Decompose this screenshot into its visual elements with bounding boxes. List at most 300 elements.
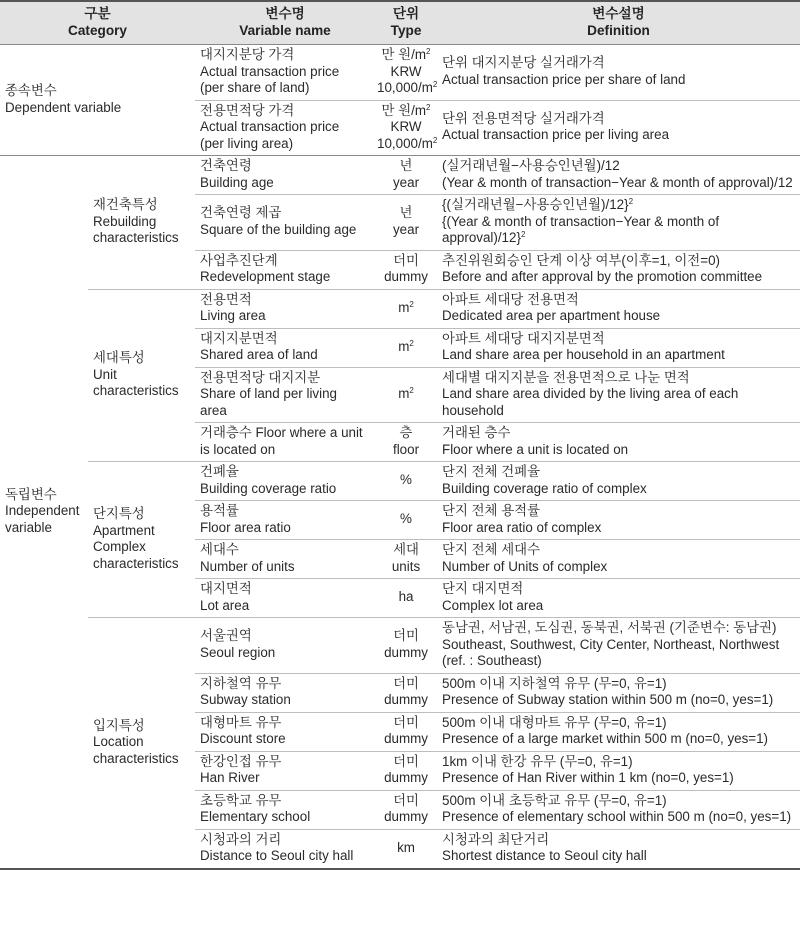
subcategory-text: Unit [93, 366, 117, 382]
definition-text: {(Year & month of transaction−Year & month of [442, 213, 720, 229]
variable-line [200, 832, 371, 849]
definition-text: Southeast, Southwest, City Center, Northeast, Northwest [442, 636, 780, 652]
definition [437, 540, 800, 579]
table-row [0, 462, 800, 501]
category-text: 종속변수 [5, 83, 57, 98]
unit-line [377, 64, 435, 81]
definition-line [442, 386, 796, 403]
variable-name [195, 45, 375, 101]
variable-text: Building coverage ratio [200, 480, 337, 496]
definition-line [442, 214, 796, 231]
definition-text: Presence of Subway station within 500 m (no=0, yes=1) [442, 692, 774, 707]
unit-text: 더미 [393, 628, 419, 644]
definition-text: (ref. : Southeast) [442, 653, 542, 668]
unit-cell [375, 712, 437, 751]
variable-text: 한강인접 유무 [200, 753, 282, 769]
variable-name [195, 195, 375, 251]
variable-text: Discount store [200, 731, 286, 746]
unit-cell [375, 45, 437, 101]
variable-text: Number of units [200, 558, 295, 574]
definition-text: approval)/12} [442, 230, 521, 245]
variable-name [195, 289, 375, 328]
superscript-2: 2 [426, 47, 431, 56]
variable-line [200, 253, 371, 270]
definition-line [442, 403, 796, 420]
unit-line [377, 692, 435, 709]
category-dependent [0, 45, 195, 156]
variable-line [200, 542, 371, 559]
variable-line [200, 848, 371, 865]
definition-text: Building coverage ratio of complex [442, 480, 647, 496]
category-independent [0, 156, 88, 869]
unit-text: dummy [384, 644, 428, 660]
variable-text: 전용면적당 대지지분 [200, 369, 321, 385]
definition-text: 1km 이내 한강 유무 (무=0, 유=1) [442, 753, 633, 769]
unit-text: 더미 [393, 714, 419, 730]
subcategory-line [93, 539, 191, 556]
variable-text: (per share of land) [200, 80, 310, 95]
variable-line [200, 119, 371, 136]
superscript-2: 2 [409, 299, 414, 309]
unit-line [377, 425, 435, 442]
unit-line [377, 628, 435, 645]
variable-line [200, 581, 371, 598]
definition-text: Dedicated area per apartment house [442, 308, 661, 323]
definition-line [442, 754, 796, 771]
definition-text: 500m 이내 지하철역 유무 (무=0, 유=1) [442, 675, 667, 691]
unit-line [377, 339, 435, 356]
definition [437, 462, 800, 501]
unit-text: km [397, 839, 415, 855]
unit-line [377, 442, 435, 459]
unit-text: m [398, 338, 410, 354]
unit-text: % [400, 472, 412, 488]
definition-text: 아파트 세대당 전용면적 [442, 291, 579, 307]
header-definition-en: Definition [587, 22, 650, 38]
definition-text: Land share area per household in an apartment [442, 347, 725, 362]
unit-text: dummy [384, 692, 428, 707]
unit-line [377, 793, 435, 810]
variable-text: Actual transaction price [200, 63, 340, 79]
definition-line [442, 72, 796, 89]
variable-text: 건폐율 [200, 464, 239, 479]
variable-text: Elementary school [200, 809, 311, 824]
variable-line [200, 715, 371, 732]
subcategory-text: 단지특성 [93, 506, 145, 521]
variable-name [195, 829, 375, 869]
variable-name [195, 540, 375, 579]
unit-line [377, 386, 435, 403]
definition-text: 시청과의 최단거리 [442, 831, 550, 847]
variable-text: 전용면적 [200, 291, 252, 307]
variable-line [200, 136, 371, 153]
unit-text: 년 [399, 205, 413, 221]
definition-line [442, 559, 796, 576]
variable-line [200, 331, 371, 348]
variable-name [195, 100, 375, 156]
variable-text: 사업추진단계 [200, 252, 278, 268]
variable-text: (per living area) [200, 135, 294, 151]
subcategory-line [93, 556, 191, 573]
unit-cell [375, 100, 437, 156]
unit-cell [375, 618, 437, 674]
variable-text: 세대수 [200, 542, 239, 557]
superscript-2: 2 [432, 135, 438, 145]
unit-text: dummy [384, 770, 428, 785]
definition-text: Number of Units of complex [442, 558, 608, 574]
definition-line [442, 653, 796, 670]
unit-text: % [400, 511, 412, 527]
variable-text: Redevelopment stage [200, 269, 331, 284]
subcategory-line [93, 367, 191, 384]
definition-line [442, 253, 796, 270]
unit-text: year [392, 221, 420, 237]
definition [437, 618, 800, 674]
unit-text: KRW [390, 63, 422, 79]
unit-text: year [392, 174, 420, 190]
unit-text: m [398, 386, 410, 401]
variable-line [200, 520, 371, 537]
unit-cell [375, 423, 437, 462]
variable-line [200, 103, 371, 120]
definition-line [442, 127, 796, 144]
definition [437, 579, 800, 618]
unit-line [377, 119, 435, 136]
subcategory-text: Complex [93, 539, 146, 554]
variable-text: Actual transaction price [200, 119, 340, 134]
unit-text: 더미 [393, 252, 419, 268]
subcategory-line [93, 350, 191, 367]
variable-line [200, 269, 371, 286]
definition-text: 아파트 세대당 대지지분면적 [442, 330, 605, 346]
variable-line [200, 386, 371, 403]
table-body [0, 45, 800, 869]
unit-cell [375, 250, 437, 289]
header-variable-en: Variable name [239, 22, 331, 38]
variable-line [200, 425, 371, 442]
unit-text: dummy [384, 731, 428, 746]
unit-text: 10,000/m [377, 135, 433, 151]
variable-text: area [200, 402, 227, 418]
category-text: Independent [5, 503, 80, 518]
unit-cell [375, 195, 437, 251]
definition-text: 단지 전체 용적률 [442, 503, 541, 518]
definition-text: Complex lot area [442, 597, 544, 613]
header-category [0, 1, 195, 45]
category-text: Dependent variable [5, 99, 122, 115]
definition [437, 829, 800, 869]
definition [437, 195, 800, 251]
category-line [5, 487, 84, 504]
unit-line [377, 80, 438, 97]
definition-line [442, 481, 796, 498]
definition-line [442, 731, 796, 748]
definition [437, 250, 800, 289]
variable-name [195, 156, 375, 195]
unit-line [377, 511, 435, 528]
header-variable-ko: 변수명 [265, 6, 305, 21]
subcategory-line [93, 383, 191, 400]
definition-text: Actual transaction price per share of land [442, 71, 686, 87]
unit-text: 세대 [393, 542, 419, 557]
unit-line [377, 559, 435, 576]
definition-text: 단지 대지면적 [442, 581, 524, 596]
variable-text: 용적률 [200, 503, 239, 518]
unit-line [377, 645, 435, 662]
unit-line [377, 135, 438, 153]
variable-line [200, 158, 371, 175]
definition-text: Shortest distance to Seoul city hall [442, 848, 647, 863]
unit-line [377, 47, 435, 64]
variable-name [195, 250, 375, 289]
variable-text: Building age [200, 174, 274, 190]
variable-text: 건축연령 [200, 158, 252, 173]
variable-name [195, 751, 375, 790]
header-category-ko: 구분 [84, 6, 111, 21]
definition [437, 100, 800, 156]
variable-line [200, 676, 371, 693]
definition-text: (실거래년월−사용승인년월)/12 [442, 158, 620, 173]
definition-line [442, 331, 796, 348]
variable-name [195, 367, 375, 423]
unit-text: m [398, 299, 410, 315]
unit-line [377, 589, 435, 606]
variable-name [195, 462, 375, 501]
subcategory-line [93, 734, 191, 751]
variable-line [200, 754, 371, 771]
definition-line [442, 676, 796, 693]
unit-line [377, 300, 435, 317]
subcategory-text: Apartment [93, 522, 155, 538]
variable-text: 초등학교 유무 [200, 792, 282, 808]
unit-text: 10,000/m [377, 80, 433, 95]
unit-text: units [391, 558, 421, 574]
variable-text: 서울권역 [200, 628, 252, 644]
subcategory-text: 세대특성 [93, 350, 145, 365]
superscript-2: 2 [432, 80, 438, 89]
definition-line [442, 292, 796, 309]
variable-text: 거래층수 Floor where a unit [200, 425, 363, 440]
definition [437, 501, 800, 540]
variable-line [200, 175, 371, 192]
unit-cell [375, 462, 437, 501]
unit-line [377, 175, 435, 192]
variable-name [195, 618, 375, 674]
definition-line [442, 370, 796, 387]
variable-text: Square of the building age [200, 221, 357, 237]
definition-line [442, 111, 796, 128]
unit-cell [375, 540, 437, 579]
unit-line [377, 222, 435, 239]
definition [437, 289, 800, 328]
definition-line [442, 793, 796, 810]
unit-line [377, 731, 435, 748]
unit-cell [375, 328, 437, 367]
variable-text: Seoul region [200, 644, 276, 660]
variable-line [200, 503, 371, 520]
definition-line [442, 581, 796, 598]
variable-line [200, 464, 371, 481]
header-unit-ko: 단위 [392, 6, 420, 21]
variable-text: 대지면적 [200, 581, 252, 596]
table-row [0, 156, 800, 195]
unit-text: 년 [399, 158, 413, 173]
unit-line [377, 754, 435, 771]
table-row [0, 289, 800, 328]
variable-line [200, 731, 371, 748]
definition [437, 712, 800, 751]
subcategory-text: Location [93, 734, 144, 749]
variable-line [200, 481, 371, 498]
table-header [0, 1, 800, 45]
variable-line [200, 692, 371, 709]
subcategory-line [93, 751, 191, 768]
definition-line [442, 269, 796, 286]
definition-text: 단지 전체 세대수 [442, 542, 541, 557]
category-line [5, 503, 84, 520]
variable-line [200, 47, 371, 64]
definition [437, 45, 800, 101]
definition-text: 단위 전용면적당 실거래가격 [442, 110, 605, 126]
superscript-2: 2 [628, 197, 634, 206]
subcategory-text: 재건축특성 [93, 197, 158, 212]
variable-name [195, 712, 375, 751]
unit-cell [375, 501, 437, 540]
definition-text: 단위 대지지분당 실거래가격 [442, 55, 605, 71]
unit-line [377, 676, 435, 693]
variable-text: 시청과의 거리 [200, 831, 282, 847]
definition-text: 거래된 층수 [442, 425, 511, 440]
definition-text: 추진위원회승인 단계 이상 여부(이후=1, 이전=0) [442, 252, 720, 268]
variable-text: 대지지분당 가격 [200, 47, 295, 62]
unit-text: KRW [390, 119, 422, 134]
definition-text: Land share area divided by the living area of each [442, 386, 739, 401]
unit-line [377, 253, 435, 270]
variable-line [200, 559, 371, 576]
unit-text: dummy [384, 809, 428, 824]
header-definition-ko: 변수설명 [592, 6, 645, 21]
unit-line [377, 809, 435, 826]
variable-name [195, 423, 375, 462]
definition-text: Presence of a large market within 500 m (no=0, yes=1) [442, 731, 769, 746]
variable-text: 전용면적당 가격 [200, 102, 295, 118]
definition-line [442, 503, 796, 520]
unit-text: 더미 [393, 675, 419, 691]
category-line [5, 100, 191, 117]
unit-text: 만 원/m [381, 102, 427, 118]
definition [437, 156, 800, 195]
unit-line [377, 770, 435, 787]
definition-text: household [442, 402, 504, 418]
subcategory [88, 618, 195, 869]
superscript-2: 2 [409, 338, 414, 348]
variable-line [200, 645, 371, 662]
definition-line [442, 637, 796, 654]
unit-cell [375, 367, 437, 423]
variable-line [200, 292, 371, 309]
definition-text: Presence of elementary school within 500 m (no=0, yes=1) [442, 809, 792, 824]
subcategory-line [93, 230, 191, 247]
unit-cell [375, 751, 437, 790]
variable-text: Lot area [200, 597, 250, 613]
definition-text: {(실거래년월−사용승인년월)/12} [442, 197, 629, 212]
variable-text: Floor area ratio [200, 519, 291, 535]
variable-line [200, 222, 371, 239]
definition-line [442, 230, 796, 247]
variable-line [200, 347, 371, 364]
variable-line [200, 64, 371, 81]
unit-cell [375, 579, 437, 618]
subcategory [88, 462, 195, 618]
unit-text: 층 [399, 425, 413, 440]
definition-text: Before and after approval by the promotion committee [442, 269, 763, 284]
variable-name [195, 673, 375, 712]
variable-line [200, 370, 371, 387]
variable-text: 지하철역 유무 [200, 675, 282, 691]
definition-text: 500m 이내 초등학교 유무 (무=0, 유=1) [442, 792, 667, 808]
definition-line [442, 770, 796, 787]
definition-line [442, 197, 796, 214]
definition-line [442, 598, 796, 615]
definition-text: 세대별 대지지분을 전용면적으로 나눈 면적 [442, 369, 690, 385]
definition-line [442, 848, 796, 865]
header-definition [437, 1, 800, 45]
definition-line [442, 347, 796, 364]
definition-text: Actual transaction price per living area [442, 127, 670, 143]
unit-line [377, 840, 435, 857]
variable-line [200, 598, 371, 615]
subcategory-text: Rebuilding [93, 213, 157, 229]
definition-line [442, 308, 796, 325]
unit-text: 만 원/m [381, 47, 427, 62]
variable-text: Shared area of land [200, 347, 318, 362]
definition-text: 500m 이내 대형마트 유무 (무=0, 유=1) [442, 714, 667, 730]
definition-line [442, 620, 796, 637]
variable-line [200, 809, 371, 826]
variable-line [200, 770, 371, 787]
definition-line [442, 692, 796, 709]
header-unit [375, 1, 437, 45]
unit-cell [375, 790, 437, 829]
subcategory-line [93, 506, 191, 523]
category-line [5, 83, 191, 100]
variable-text: Subway station [200, 692, 291, 707]
definition-line [442, 832, 796, 849]
variable-text: Living area [200, 308, 266, 323]
unit-line [377, 542, 435, 559]
unit-text: 더미 [393, 792, 419, 808]
unit-cell [375, 156, 437, 195]
variable-name [195, 790, 375, 829]
definition-line [442, 542, 796, 559]
definition-text: 단지 전체 건폐율 [442, 464, 541, 479]
definition-text: 동남권, 서남권, 도심권, 동북권, 서북권 (기준변수: 동남권) [442, 620, 777, 635]
definition [437, 328, 800, 367]
definition-text: (Year & month of transaction−Year & month of approval)/12 [442, 174, 793, 190]
variable-text: Han River [200, 770, 260, 785]
unit-text: ha [398, 589, 414, 605]
unit-cell [375, 673, 437, 712]
unit-cell [375, 829, 437, 869]
variable-line [200, 628, 371, 645]
definition [437, 751, 800, 790]
variable-name [195, 579, 375, 618]
definition-line [442, 55, 796, 72]
variable-text: 대지지분면적 [200, 330, 278, 346]
definition-text: Presence of Han River within 1 km (no=0, yes=1) [442, 770, 734, 785]
subcategory-text: characteristics [93, 230, 179, 245]
unit-line [377, 158, 435, 175]
